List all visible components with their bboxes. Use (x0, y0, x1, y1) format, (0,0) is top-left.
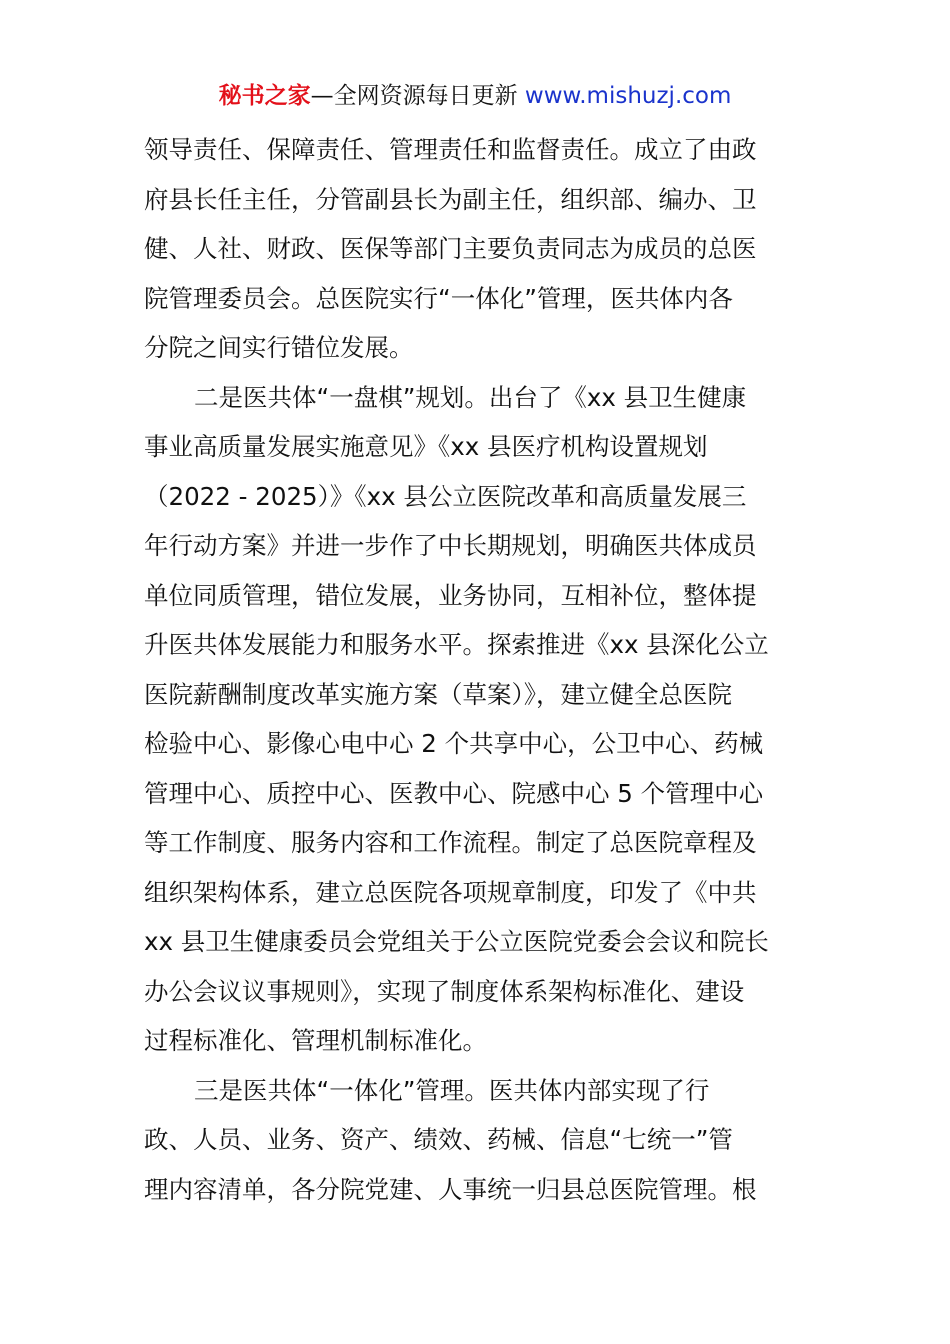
text-line: 等工作制度、服务内容和工作流程。制定了总医院章程及 (144, 828, 757, 857)
text-line: 单位同质管理，错位发展，业务协同，互相补位，整体提 (144, 580, 757, 610)
paragraph-start-line: 二是医共体“一盘棋”规划。出台了《xx 县卫生健康 (194, 382, 747, 412)
text-line: 过程标准化、管理机制标准化。 (144, 1026, 487, 1055)
text-line: 升医共体发展能力和服务水平。探索推进《xx 县深化公立 (144, 630, 769, 659)
text-line: 医院薪酬制度改革实施方案（草案）》，建立健全总医院 (144, 679, 732, 709)
page-header (0, 80, 950, 112)
text-line: 领导责任、保障责任、管理责任和监督责任。成立了由政 (144, 135, 757, 164)
document-body (144, 125, 809, 1214)
header-tagline: —全网资源每日更新 (310, 83, 518, 109)
text-line: 府县长任主任，分管副县长为副主任，组织部、编办、卫 (144, 184, 757, 214)
text-line: 政、人员、业务、资产、绩效、药械、信息“七统一”管 (144, 1125, 733, 1154)
text-line: 理内容清单，各分院党建、人事统一归县总医院管理。根 (144, 1174, 757, 1204)
text-line: xx 县卫生健康委员会党组关于公立医院党委会会议和院长 (144, 927, 769, 956)
site-url[interactable]: www.mishuzj.com (524, 83, 732, 109)
text-line: 办公会议议事规则》，实现了制度体系架构标准化、建设 (144, 976, 745, 1006)
brand-name: 秘书之家 (218, 83, 311, 109)
text-line: 组织架构体系，建立总医院各项规章制度，印发了《中共 (144, 877, 757, 907)
text-line: 分院之间实行错位发展。 (144, 333, 414, 362)
paragraph-start-line: 三是医共体“一体化”管理。医共体内部实现了行 (194, 1075, 710, 1105)
text-line: 院管理委员会。总医院实行“一体化”管理，医共体内各 (144, 283, 733, 313)
text-line: 管理中心、质控中心、医教中心、院感中心 5 个管理中心 (144, 778, 764, 808)
text-line: 事业高质量发展实施意见》《xx 县医疗机构设置规划 (144, 432, 708, 461)
text-line: 检验中心、影像心电中心 2 个共享中心，公卫中心、药械 (144, 729, 764, 758)
text-line: （2022 - 2025）》《xx 县公立医院改革和高质量发展三 (144, 481, 747, 511)
text-line: 年行动方案》并进一步作了中长期规划，明确医共体成员 (144, 531, 757, 560)
text-line: 健、人社、财政、医保等部门主要负责同志为成员的总医 (144, 234, 757, 263)
